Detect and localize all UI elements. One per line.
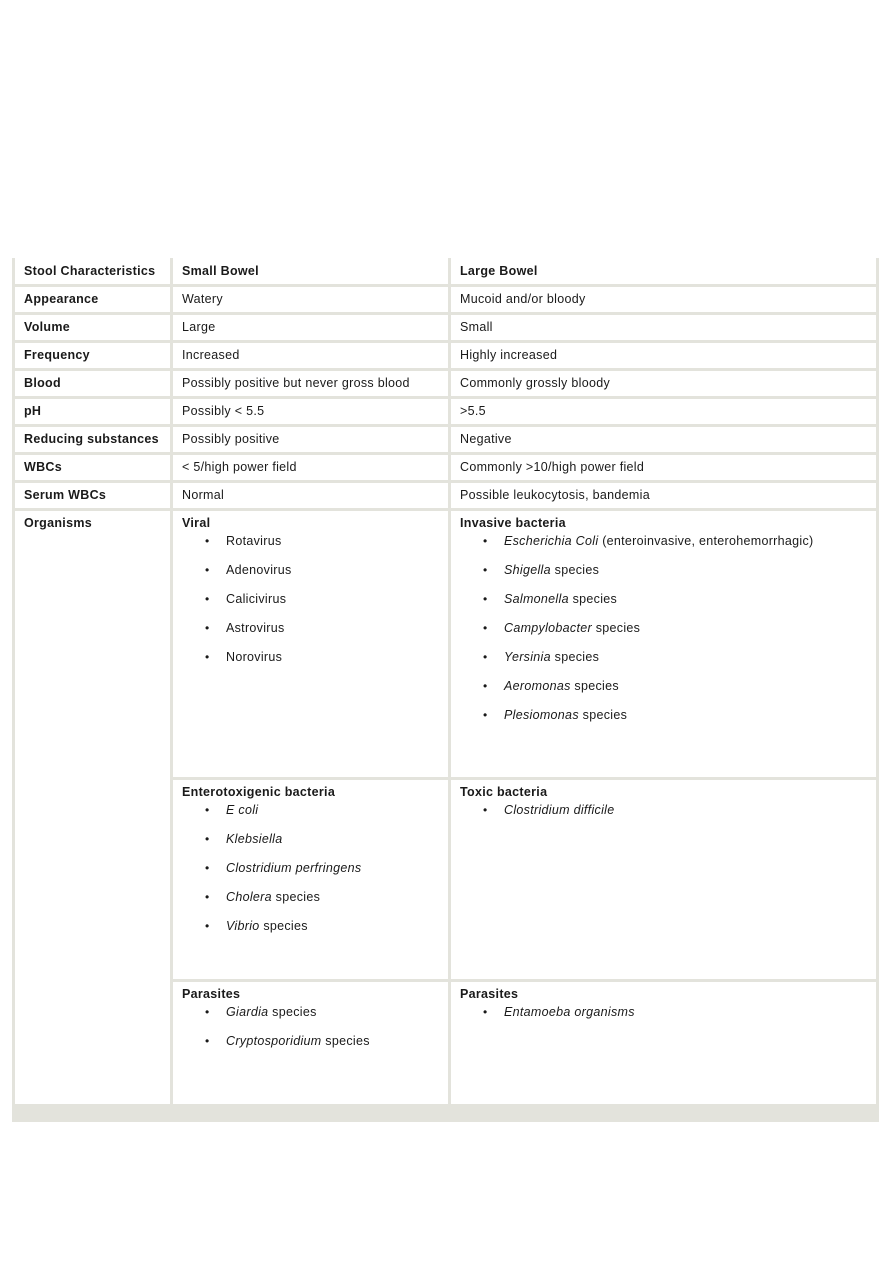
list-item: • Norovirus <box>226 651 439 664</box>
large-bowel-cell: Mucoid and/or bloody <box>451 287 876 312</box>
large-bowel-cell: Commonly grossly bloody <box>451 371 876 396</box>
list-item: • Plesiomonas species <box>504 709 867 722</box>
organism-group-title: Viral <box>182 516 211 530</box>
table-row <box>15 287 876 312</box>
list-item: • Clostridium difficile <box>504 804 867 817</box>
organism-group-cell <box>173 511 448 777</box>
list-item: • Salmonella species <box>504 593 867 606</box>
list-item: • Giardia species <box>226 1006 439 1019</box>
table-row <box>15 427 876 452</box>
large-bowel-cell: Small <box>451 315 876 340</box>
large-bowel-cell: Negative <box>451 427 876 452</box>
row-label: WBCs <box>15 455 170 480</box>
list-item: • Campylobacter species <box>504 622 867 635</box>
organism-group-cell <box>173 780 448 979</box>
organism-group-cell <box>451 511 876 777</box>
table-row <box>15 371 876 396</box>
table-header-row <box>15 258 876 284</box>
organism-group-cell <box>173 982 448 1104</box>
organism-list <box>182 804 439 933</box>
large-bowel-cell: Possible leukocytosis, bandemia <box>451 483 876 508</box>
row-label: Appearance <box>15 287 170 312</box>
row-label: pH <box>15 399 170 424</box>
organism-group-cell <box>451 780 876 979</box>
list-item: • Adenovirus <box>226 564 439 577</box>
table-row <box>15 343 876 368</box>
list-item: • Clostridium perfringens <box>226 862 439 875</box>
large-bowel-cell: Highly increased <box>451 343 876 368</box>
row-label: Reducing substances <box>15 427 170 452</box>
diarrhea-comparison-table <box>12 258 879 1122</box>
large-bowel-cell: Commonly >10/high power field <box>451 455 876 480</box>
small-bowel-cell: Watery <box>173 287 448 312</box>
small-bowel-cell: Possibly positive <box>173 427 448 452</box>
organism-group-cell <box>451 982 876 1104</box>
list-item: • Cholera species <box>226 891 439 904</box>
table-row <box>15 483 876 508</box>
list-item: • Cryptosporidium species <box>226 1035 439 1048</box>
list-item: • Calicivirus <box>226 593 439 606</box>
organism-list <box>182 535 439 664</box>
list-item: • Yersinia species <box>504 651 867 664</box>
list-item: • Entamoeba organisms <box>504 1006 867 1019</box>
organism-group-title: Invasive bacteria <box>460 516 566 530</box>
organism-group-title: Parasites <box>182 987 241 1001</box>
list-item: • Klebsiella <box>226 833 439 846</box>
list-item: • Shigella species <box>504 564 867 577</box>
organism-group-title: Toxic bacteria <box>460 785 548 799</box>
organisms-row <box>15 511 876 777</box>
small-bowel-cell: Large <box>173 315 448 340</box>
organism-list <box>182 1006 439 1048</box>
row-label-organisms: Organisms <box>15 511 170 1104</box>
list-item: • E coli <box>226 804 439 817</box>
small-bowel-cell: Possibly positive but never gross blood <box>173 371 448 396</box>
list-item: • Aeromonas species <box>504 680 867 693</box>
header-large-bowel: Large Bowel <box>451 258 876 284</box>
row-label: Frequency <box>15 343 170 368</box>
organism-group-title: Enterotoxigenic bacteria <box>182 785 336 799</box>
organism-list <box>460 535 867 722</box>
header-stool-characteristics: Stool Characteristics <box>15 258 170 284</box>
organism-group-title: Parasites <box>460 987 519 1001</box>
large-bowel-cell: >5.5 <box>451 399 876 424</box>
list-item: • Rotavirus <box>226 535 439 548</box>
small-bowel-cell: < 5/high power field <box>173 455 448 480</box>
row-label: Volume <box>15 315 170 340</box>
organism-list <box>460 1006 867 1019</box>
small-bowel-cell: Possibly < 5.5 <box>173 399 448 424</box>
header-small-bowel: Small Bowel <box>173 258 448 284</box>
list-item: • Escherichia Coli (enteroinvasive, enterohemorrhagic) <box>504 535 867 548</box>
list-item: • Astrovirus <box>226 622 439 635</box>
row-label: Blood <box>15 371 170 396</box>
table-row <box>15 455 876 480</box>
small-bowel-cell: Increased <box>173 343 448 368</box>
row-label: Serum WBCs <box>15 483 170 508</box>
list-item: • Vibrio species <box>226 920 439 933</box>
table-row <box>15 315 876 340</box>
table-row <box>15 399 876 424</box>
organism-list <box>460 804 867 817</box>
small-bowel-cell: Normal <box>173 483 448 508</box>
